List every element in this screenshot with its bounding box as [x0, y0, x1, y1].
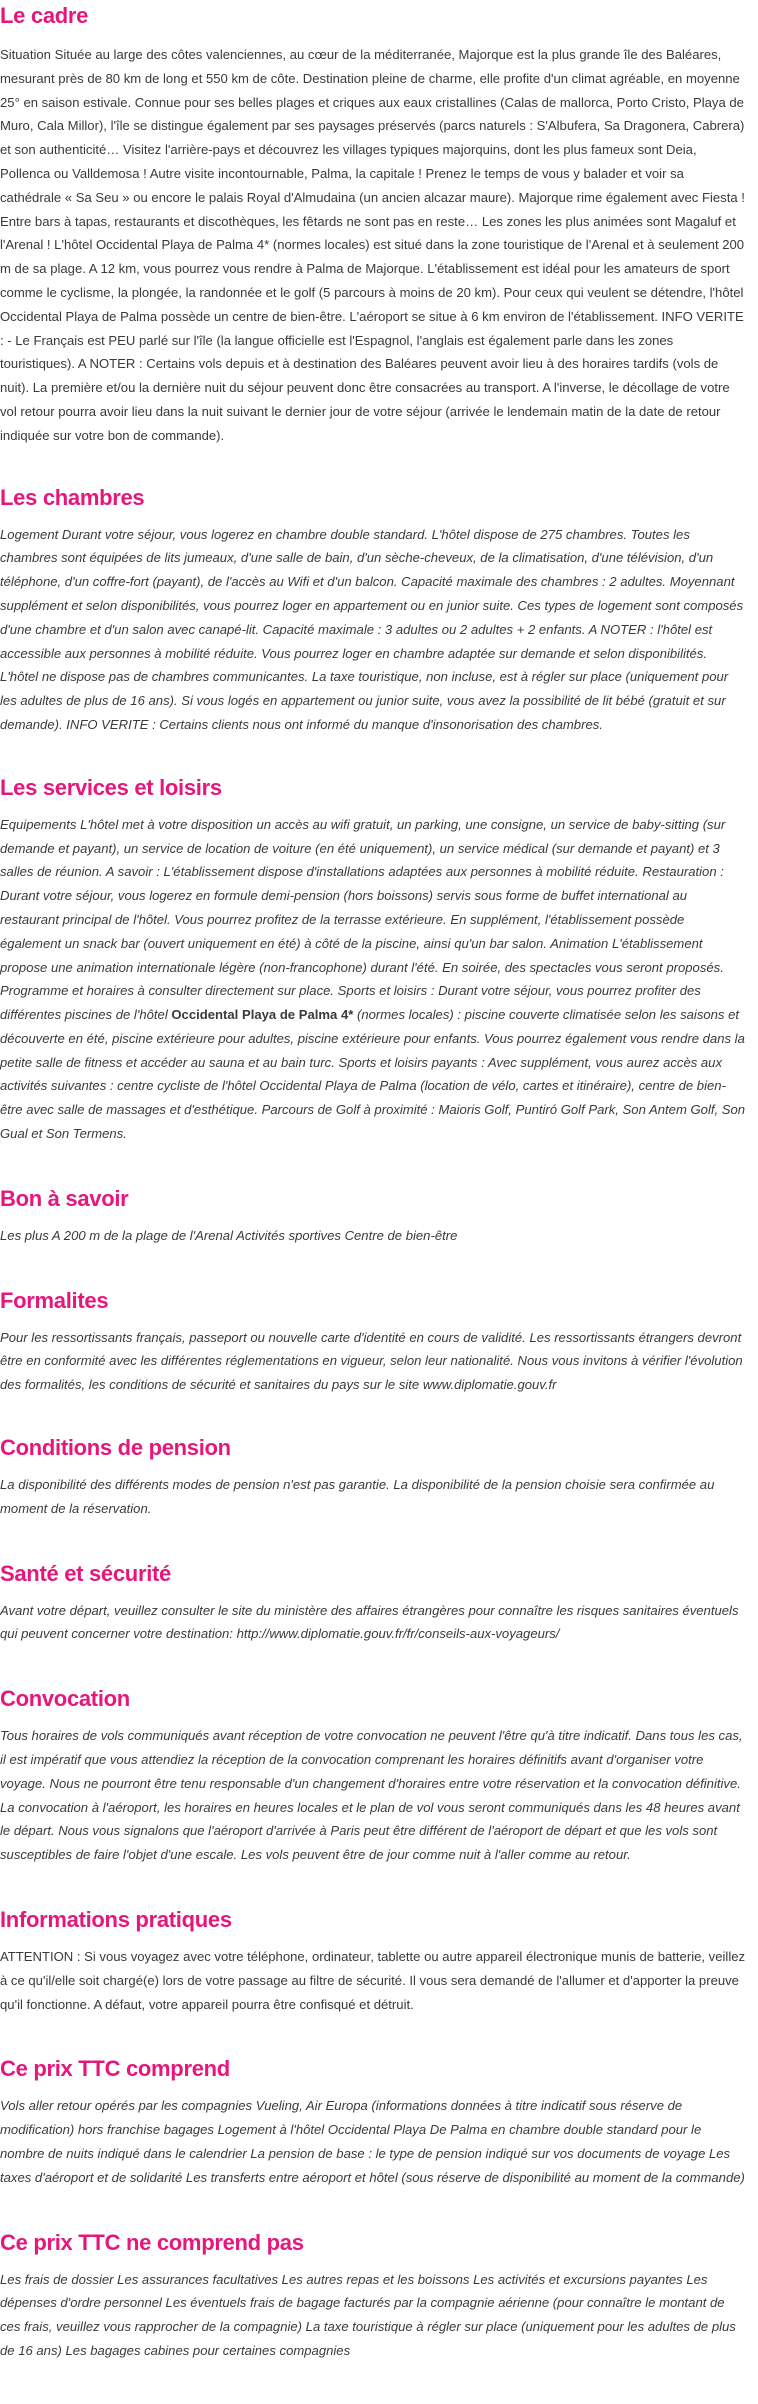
hotel-name-strong: Occidental Playa de Palma 4* [171, 1007, 354, 1023]
section-title: Ce prix TTC ne comprend pas [0, 2229, 304, 2255]
section-title: Bon à savoir [0, 1185, 129, 1211]
section-text: Pour les ressortissants français, passeport ou nouvelle carte d'identité en cours de validité. Les ressortissants étrangers devront être en conformité avec les différentes réglementations en vigueur, selon leur nationalité. Nous vous invitons à vérifier l'évolution des formalités, les conditions de sécurité et sanitaires du pays sur le site www.diplomatie.gouv.fr [0, 1329, 743, 1393]
section-text-part: Equipements L'hôtel met à votre disposition un accès au wifi gratuit, un parking, une consigne, un service de baby-sitting (sur demande et payant), un service de location de voiture (en été uniquement), un service médical (sur demande et payant) et 3 salles de réunion. A savoir : L'établissement dispose d'installations adaptées aux personnes à mobilité réduite. Restauration : Durant votre séjour, vous logerez en formule demi-pension (hors boissons) servis sous forme de buffet international au restaurant principal de l'hôtel. Vous pourrez profitez de la terrasse extérieure. En supplément, l'établissement possède également un snack bar (ouvert uniquement en été) à côté de la piscine, ainsi qu'un bar salon. Animation L'établissement propose une animation internationale légère (non-francophone) durant l'été. En soirée, des spectacles vous seront proposés. Programme et horaires à consulter directement sur place. Sports et loisirs : Durant votre séjour, vous pourrez profiter des différentes piscines de l'hôtel [0, 816, 726, 1023]
section-text: La disponibilité des différents modes de pension n'est pas garantie. La disponibilité de la pension choisie sera confirmée au moment de la réservation. [0, 1477, 715, 1516]
section-title: Convocation [0, 1686, 130, 1712]
section-text: Les plus A 200 m de la plage de l'Arenal Activités sportives Centre de bien-être [0, 1227, 458, 1243]
section-text [0, 813, 748, 1146]
section-text: Situation Située au large des côtes valenciennes, au cœur de la méditerranée, Majorque est la plus grande île des Baléares, mesurant près de 80 km de long et 550 km de côte. Destination pleine de charme, elle profite d'un climat agréable, en moyenne 25° en saison estivale. Connue pour ses belles plages et criques aux eaux cristallines (Calas de mallorca, Porto Cristo, Playa de Muro, Cala Millor), l'île se distingue également par ses paysages préservés (parcs naturels : S'Albufera, Sa Dragonera, Cabrera) et son authenticité… Visitez l'arrière-pays et découvrez les villages typiques majorquins, dont les plus fameux sont Deia, Pollenca ou Valldemosa ! Autre visite incontournable, Palma, la capitale ! Prenez le temps de vous y balader et voir sa cathédrale « Sa Seu » ou encore le palais Royal d'Almudaina (un ancien alcazar maure). Majorque rime également avec Fiesta ! Entre bars à tapas, restaurants et discothèques, les fêtards ne sont pas en reste… Les zones les plus animées sont Magaluf et l'Arenal ! L'hôtel Occidental Playa de Palma 4* (normes locales) est situé dans la zone touristique de l'Arenal et à seulement 200 m de sa plage. A 12 km, vous pourrez vous rendre à Palma de Majorque. L'établissement est idéal pour les amateurs de sport comme le cyclisme, la plongée, la randonnée et le golf (5 parcours à moins de 20 km). Pour ceux qui veulent se détendre, l'hôtel Occidental Playa de Palma possède un centre de bien-être. L'aéroport se situe à 6 km environ de l'établissement. INFO VERITE : - Le Français est PEU parlé sur l'île (la langue officielle est l'Espagnol, l'anglais est également parle dans les zones touristiques). A NOTER : Certains vols depuis et à destination des Baléares peuvent avoir lieu à des horaires tardifs (vols de nuit). La première et/ou la dernière nuit du séjour peuvent donc être consacrées au transport. A l'inverse, le décollage de votre vol retour pourra avoir lieu dans la nuit suivant le dernier jour de votre séjour (arrivée le lendemain matin de la date de retour indiquée sur votre bon de commande). [0, 47, 745, 443]
section-text: Tous horaires de vols communiqués avant réception de votre convocation ne peuvent l'être qu'à titre indicatif. Dans tous les cas, il est impératif que vous attendiez la réception de la convocation comprenant les horaires définitifs avant d'organiser votre voyage. Nous ne pourront être tenu responsable d'un changement d'horaires entre votre réservation et la convocation définitive. La convocation à l'aéroport, les horaires en heures locales et le plan de vol vous seront communiqués dans les 48 heures avant le départ. Nous vous signalons que l'aéroport d'arrivée à Paris peut être différent de l'aéroport de départ et que les vols sont susceptibles de faire l'objet d'une escale. Les vols peuvent être de jour comme nuit à l'aller comme au retour. [0, 1728, 743, 1863]
section-informations-pratiques [0, 1905, 748, 2016]
section-title: Les services et loisirs [0, 774, 222, 800]
section-text: Les frais de dossier Les assurances facultatives Les autres repas et les boissons Les activités et excursions payantes Les dépenses d'ordre personnel Les éventuels frais de bagage facturés par la compagnie aérienne (pour connaître le montant de ces frais, veuillez vous rapprocher de la compagnie) La taxe touristique à régler sur place (uniquement pour les adultes de plus de 16 ans) Les bagages cabines pour certaines compagnies [0, 2271, 736, 2358]
section-sante-securite [0, 1559, 748, 1647]
section-title: Ce prix TTC comprend [0, 2056, 230, 2082]
section-title: Formalites [0, 1287, 109, 1313]
section-text: Avant votre départ, veuillez consulter le site du ministère des affaires étrangères pour connaître les risques sanitaires éventuels qui peuvent concerner votre destination: http://www.diplomatie.gouv.fr/fr/conseils-aux-voyageurs/ [0, 1602, 739, 1642]
section-title: Conditions de pension [0, 1435, 231, 1461]
section-text: ATTENTION : Si vous voyagez avec votre téléphone, ordinateur, tablette ou autre appareil électronique munis de batterie, veillez à ce qu'il/elle soit chargé(e) lors de votre passage au filtre de sécurité. Il vous sera demandé de l'allumer et d'apporter la preuve qu'il fonctionne. A défaut, votre appareil pourra être confisqué et détruit. [0, 1949, 746, 2012]
section-formalites [0, 1286, 748, 1397]
section-le-cadre [0, 0, 748, 448]
section-title: Santé et sécurité [0, 1560, 171, 1586]
section-bon-a-savoir [0, 1184, 748, 1248]
section-convocation [0, 1684, 748, 1867]
section-title: Informations pratiques [0, 1907, 232, 1933]
section-text: Vols aller retour opérés par les compagnies Vueling, Air Europa (informations données à titre indicatif sous réserve de modification) hors franchise bagages Logement à l'hôtel Occidental Playa De Palma en chambre double standard pour le nombre de nuits indiqué dans le calendrier La pension de base : le type de pension indiqué sur vos documents de voyage Les taxes d'aéroport et de solidarité Les transferts entre aéroport et hôtel (sous réserve de disponibilité au moment de la commande) [0, 2098, 745, 2185]
section-text-part: (normes locales) : piscine couverte climatisée selon les saisons et découverte en été, piscine extérieure pour adultes, piscine extérieure pour enfants. Vous pourrez également vous rendre dans la petite salle de fitness et accéder au sauna et au bain turc. Sports et loisirs payants : Avec supplément, vous aurez accès aux activités suivantes : centre cycliste de l'hôtel Occidental Playa de Palma (location de vélo, cartes et itinéraire), centre de bien-être avec salle de massages et d'esthétique. Parcours de Golf à proximité : Maioris Golf, Puntiró Golf Park, Son Antem Golf, Son Gual et Son Termens. [0, 1007, 746, 1142]
section-title: Le cadre [0, 3, 89, 28]
section-services-loisirs [0, 773, 748, 1146]
section-text: Logement Durant votre séjour, vous logerez en chambre double standard. L'hôtel dispose de 275 chambres. Toutes les chambres sont équipées de lits jumeaux, d'une salle de bain, d'un sèche-cheveux, de la climatisation, d'une télévision, d'un téléphone, d'un coffre-fort (payant), de l'accès au Wifi et d'un balcon. Capacité maximale des chambres : 2 adultes. Moyennant supplément et selon disponibilités, vous pourrez loger en appartement ou en junior suite. Ces types de logement sont composés d'une chambre et d'un salon avec canapé-lit. Capacité maximale : 3 adultes ou 2 adultes + 2 enfants. A NOTER : l'hôtel est accessible aux personnes à mobilité réduite. Vous pourrez loger en chambre adaptée sur demande et selon disponibilités. L'hôtel ne dispose pas de chambres communicantes. La taxe touristique, non incluse, est à régler sur place (uniquement pour les adultes de plus de 16 ans). Si vous logés en appartement ou junior suite, vous avez la possibilité de lit bébé (gratuit et sur demande). INFO VERITE : Certains clients nous ont informé du manque d'insonorisation des chambres. [0, 526, 744, 732]
section-les-chambres [0, 483, 748, 737]
section-prix-ne-comprend [0, 2228, 748, 2363]
section-title: Les chambres [0, 484, 145, 510]
section-prix-comprend [0, 2054, 748, 2189]
section-conditions-pension [0, 1433, 748, 1521]
